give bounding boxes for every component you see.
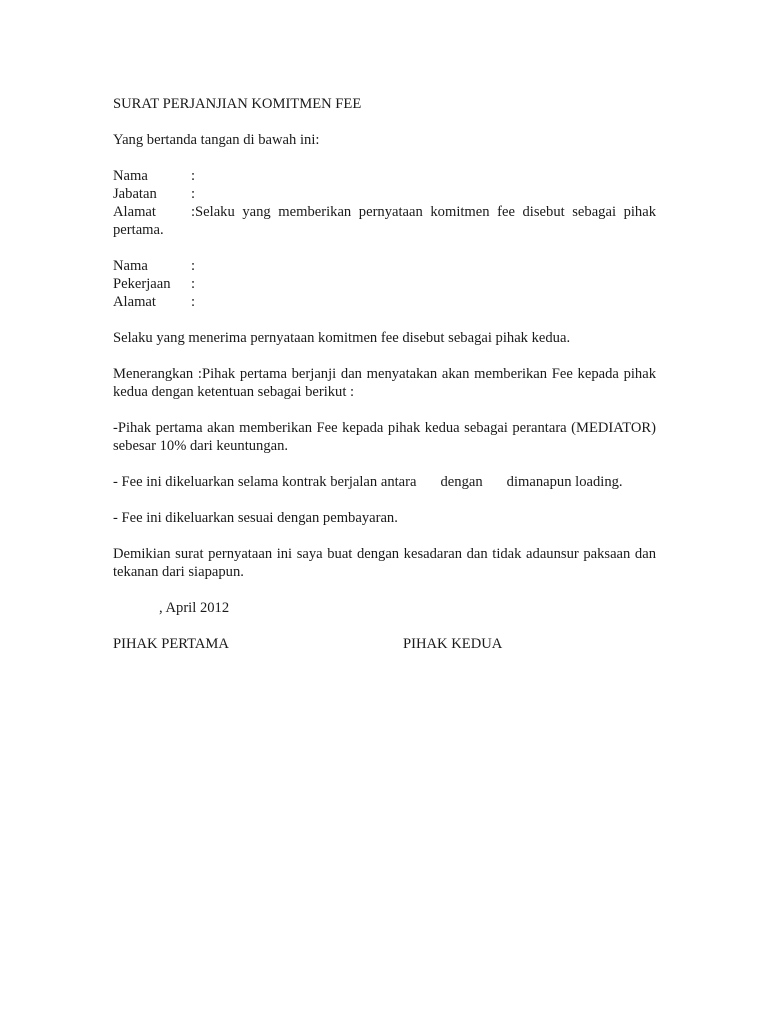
field-label: Pekerjaan — [113, 276, 171, 292]
party1-name-row — [113, 167, 656, 185]
term-2-part-1: - Fee ini dikeluarkan selama kontrak berjalan antara — [113, 474, 417, 490]
field-label: Nama — [113, 168, 148, 184]
party2-statement: Selaku yang menerima pernyataan komitmen fee disebut sebagai pihak kedua. — [113, 330, 571, 346]
date-line: , April 2012 — [159, 600, 230, 616]
field-label: Alamat — [113, 204, 156, 220]
party2-address-row — [113, 293, 656, 311]
party2-fields — [113, 257, 656, 311]
field-label: Nama — [113, 258, 148, 274]
term-3: - Fee ini dikeluarkan sesuai dengan pembayaran. — [113, 510, 398, 526]
field-value: : — [191, 168, 196, 184]
party2-name-row — [113, 257, 656, 275]
term-2-part-3: dimanapun loading. — [506, 474, 623, 490]
field-value: : — [191, 186, 196, 202]
field-value: : — [191, 294, 196, 310]
party1-address-row — [113, 203, 656, 239]
party1-fields — [113, 167, 656, 239]
explanation-paragraph: Menerangkan :Pihak pertama berjanji dan menyatakan akan memberikan Fee kepada pihak kedua dengan ketentuan sebagai berikut : — [113, 366, 656, 400]
intro-line: Yang bertanda tangan di bawah ini: — [113, 132, 320, 148]
signature-row — [113, 635, 656, 653]
term-1: -Pihak pertama akan memberikan Fee kepada pihak kedua sebagai perantara (MEDIATOR) sebesar 10% dari keuntungan. — [113, 420, 656, 454]
signature-party-2: PIHAK KEDUA — [403, 636, 503, 652]
field-value: : — [191, 276, 196, 292]
closing-paragraph: Demikian surat pernyataan ini saya buat dengan kesadaran dan tidak adaunsur paksaan dan tekanan dari siapapun. — [113, 546, 656, 580]
field-label: Alamat — [113, 294, 156, 310]
party1-address-text: :Selaku yang memberikan pernyataan komitmen fee disebut sebagai pihak pertama. — [113, 204, 656, 238]
term-2-part-2: dengan — [440, 474, 483, 490]
signature-party-1: PIHAK PERTAMA — [113, 636, 229, 652]
field-label: Jabatan — [113, 186, 157, 202]
document-title: SURAT PERJANJIAN KOMITMEN FEE — [113, 96, 362, 112]
letter-body — [113, 95, 656, 653]
term-2 — [113, 473, 656, 491]
field-value: : — [191, 258, 196, 274]
party2-occupation-row — [113, 275, 656, 293]
party1-position-row — [113, 185, 656, 203]
